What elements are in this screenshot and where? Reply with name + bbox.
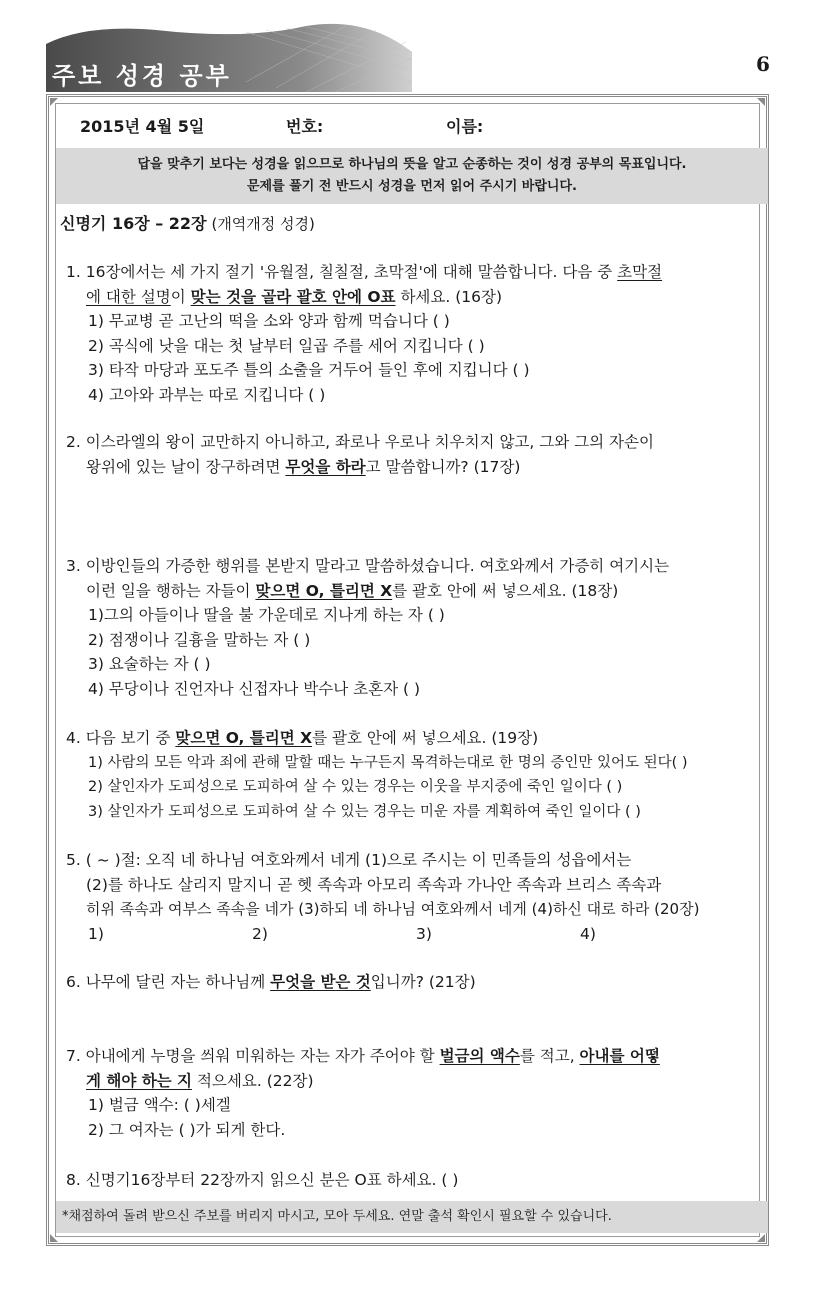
q3-text-c: 를 괄호 안에 써 넣으세요. (18장) (392, 581, 619, 600)
q1-option: 1) 무교병 곧 고난의 떡을 소와 양과 함께 먹습니다 ( ) (88, 312, 450, 331)
q1-text-c: 에 대한 설명 (86, 287, 171, 306)
q2-line-1: 2. 이스라엘의 왕이 교만하지 아니하고, 좌로나 우로나 치우치지 않고, 그와 그의 자손이 (66, 433, 654, 451)
q3-option: 1)그의 아들이나 딸을 불 가운데로 지나게 하는 자 ( ) (88, 606, 445, 625)
q1-text-e: 맞는 것을 골라 괄호 안에 O표 (190, 287, 396, 306)
q5-line-1: 5. ( ~ )절: 오직 네 하나님 여호와께서 네게 (1)으로 주시는 이 민족들의 성읍에서는 (66, 851, 632, 869)
section-title-text: 신명기 16장 – 22장 (60, 214, 207, 233)
q4-text-a: 4. 다음 보기 중 (66, 729, 176, 747)
q7-option: 2) 그 여자는 ( )가 되게 한다. (88, 1120, 286, 1139)
q5-answer-blanks (66, 922, 766, 947)
q5-line-2: (2)를 하나도 살리지 말지니 곧 헷 족속과 아모리 족속과 가나안 족속과 브리스 족속과 (86, 875, 662, 894)
q5-blank: 2) (252, 924, 268, 943)
date: 2015년 4월 5일 (80, 117, 205, 136)
notice-box (56, 148, 768, 204)
frame-corner-top-right (757, 98, 765, 106)
q5-blank: 3) (416, 924, 432, 943)
frame-corner-bottom-left (50, 1234, 58, 1242)
q1-text-b: 초막절 (617, 263, 663, 281)
number-label: 번호: (286, 117, 324, 136)
q7-text-c: 를 적고, (519, 1047, 580, 1065)
q5-blank: 4) (580, 924, 596, 943)
q3-line-1: 3. 이방인들의 가증한 행위를 본받지 말라고 말씀하셨습니다. 여호와께서 가증히 여기시는 (66, 557, 670, 575)
q2-text-a: 왕위에 있는 날이 장구하려면 (86, 457, 286, 476)
q3-option: 2) 점쟁이나 길흉을 말하는 자 ( ) (88, 630, 311, 649)
notice-line-1: 답을 맞추기 보다는 성경을 읽으므로 하나님의 뜻을 알고 순종하는 것이 성경 공부의 목표입니다. (137, 157, 687, 172)
q1-text-f: 하세요. (16장) (395, 287, 503, 306)
q7-text-b: 벌금의 액수 (439, 1047, 520, 1065)
notice-line-2: 문제를 풀기 전 반드시 성경을 먼저 읽어 주시기 바랍니다. (247, 179, 577, 194)
q7-text-e: 게 해야 하는 지 (86, 1071, 193, 1090)
q2-text-b: 무엇을 하라 (285, 457, 366, 476)
q7-text-d: 아내를 어떻 (579, 1047, 660, 1065)
q1-option: 3) 타작 마당과 포도주 틀의 소출을 거두어 들인 후에 지킵니다 ( ) (88, 361, 530, 380)
question-6 (66, 970, 766, 995)
question-2 (66, 430, 766, 479)
q1-option: 4) 고아와 과부는 따로 지킵니다 ( ) (88, 385, 326, 404)
q3-option: 4) 무당이나 진언자나 신접자나 박수나 초혼자 ( ) (88, 679, 421, 698)
q1-text-a: 1. 16장에서는 세 가지 절기 '유월절, 칠칠절, 초막절'에 대해 말씀합니다. 다음 중 (66, 263, 618, 281)
frame-corner-top-left (50, 98, 58, 106)
q7-text-a: 7. 아내에게 누명을 씌워 미워하는 자는 자가 주어야 할 (66, 1047, 440, 1065)
q5-line-3: 히위 족속과 여부스 족속을 네가 (3)하되 네 하나님 여호와께서 네게 (4)하신 대로 하라 (20장) (86, 900, 700, 919)
q4-option: 2) 살인자가 도피성으로 도피하여 살 수 있는 경우는 이웃을 부지중에 죽인 일이다 ( ) (88, 779, 623, 796)
q6-text-a: 6. 나무에 달린 자는 하나님께 (66, 973, 271, 991)
q3-text-b: 맞으면 O, 틀리면 X (255, 581, 393, 600)
q5-blank: 1) (88, 924, 104, 943)
question-3 (66, 554, 766, 702)
name-label: 이름: (446, 117, 484, 136)
q4-option: 3) 살인자가 도피성으로 도피하여 살 수 있는 경우는 미운 자를 계획하여 죽인 일이다 ( ) (88, 803, 641, 820)
q4-text-c: 를 괄호 안에 써 넣으세요. (19장) (312, 729, 539, 747)
question-5 (66, 848, 766, 946)
footer-note: *채점하여 돌려 받으신 주보를 버리지 마시고, 모아 두세요. 연말 출석 확인시 필요할 수 있습니다. (56, 1201, 768, 1233)
q4-option: 1) 사람의 모든 악과 죄에 관해 말할 때는 누구든지 목격하는대로 한 명의 증인만 있어도 된다( ) (88, 754, 688, 771)
q7-text-f: 적으세요. (22장) (192, 1071, 314, 1090)
question-1 (66, 260, 766, 408)
question-7 (66, 1044, 766, 1142)
frame-corner-bottom-right (757, 1234, 765, 1242)
q1-text-d: 이 (170, 287, 191, 306)
section-subtitle: (개역개정 성경) (211, 215, 315, 233)
q6-text-c: 입니까? (21장) (370, 973, 476, 991)
q2-text-c: 고 말씀합니까? (17장) (365, 457, 521, 476)
q8-line-1: 8. 신명기16장부터 22장까지 읽으신 분은 O표 하세요. ( ) (66, 1171, 459, 1189)
q7-option: 1) 벌금 액수: ( )세겔 (88, 1096, 231, 1115)
banner-title: 주보 성경 공부 (52, 62, 232, 90)
question-8 (66, 1168, 766, 1193)
page-number: 6 (756, 52, 770, 76)
question-4 (66, 726, 766, 824)
q3-option: 3) 요술하는 자 ( ) (88, 655, 211, 674)
q4-text-b: 맞으면 O, 틀리면 X (175, 729, 313, 747)
q1-option: 2) 곡식에 낫을 대는 첫 날부터 일곱 주를 세어 지킵니다 ( ) (88, 336, 485, 355)
section-title (60, 212, 315, 237)
q3-text-a: 이런 일을 행하는 자들이 (86, 581, 256, 600)
q6-text-b: 무엇을 받은 것 (270, 973, 371, 991)
